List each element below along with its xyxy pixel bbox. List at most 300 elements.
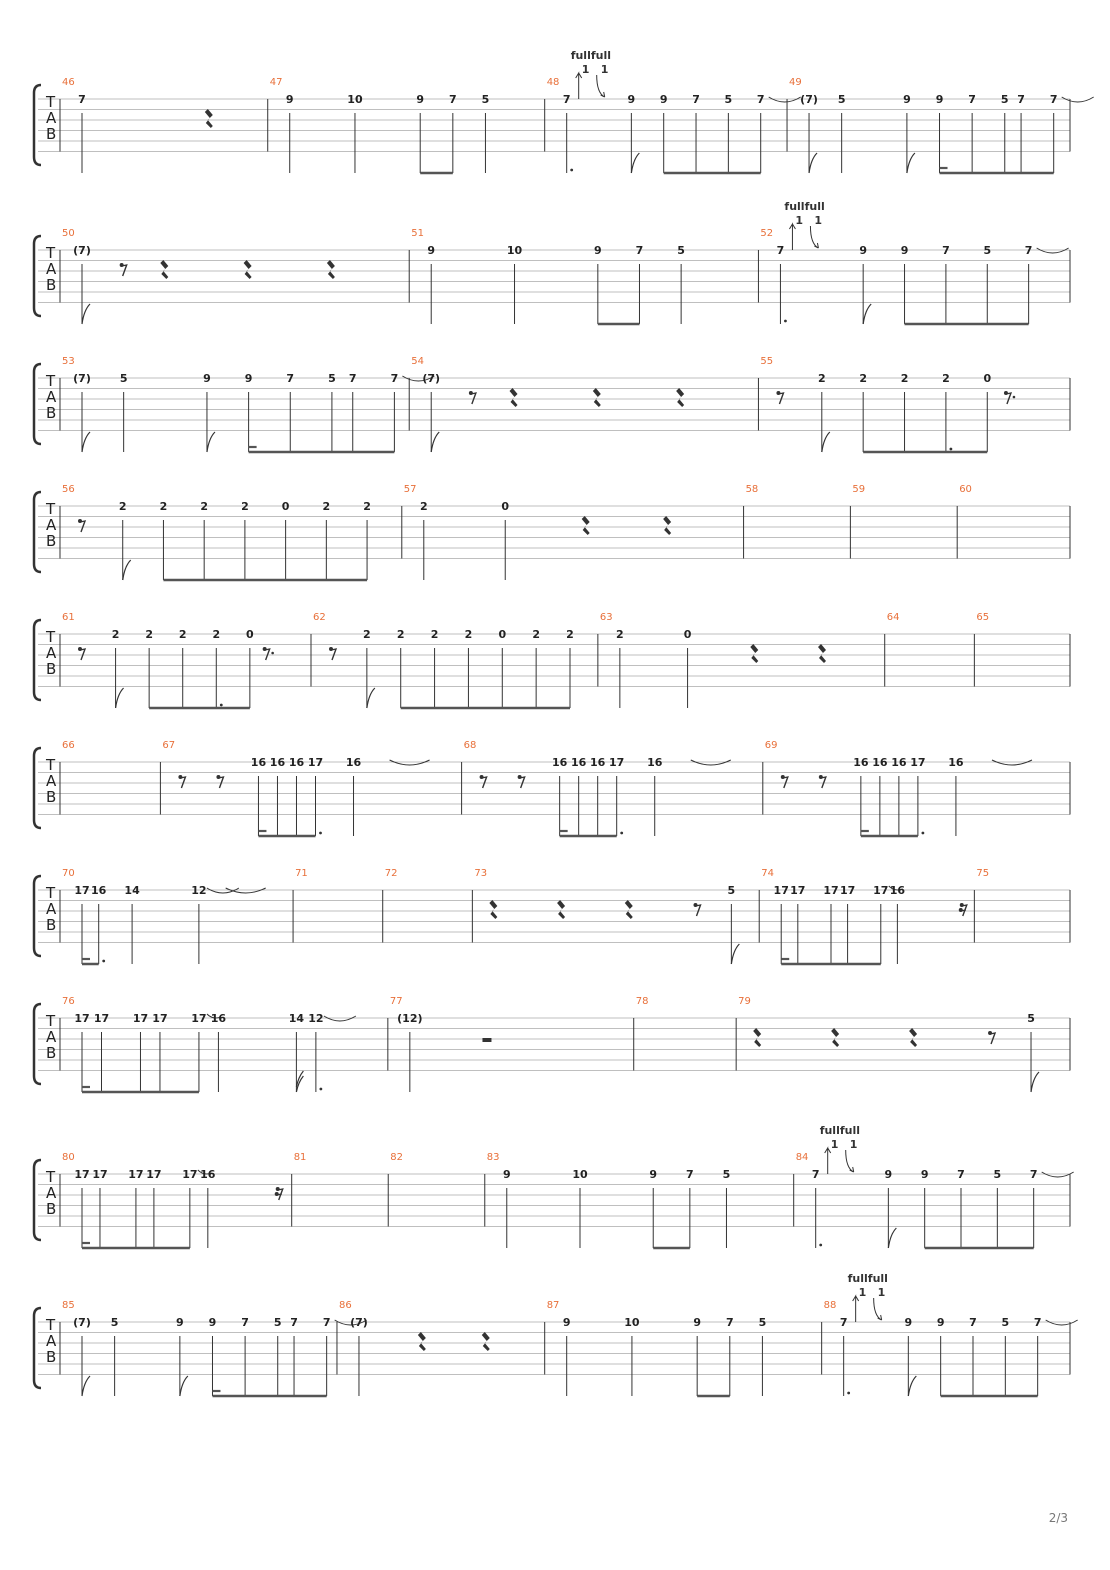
fret-number: 0 — [501, 500, 510, 513]
fret-number: 9 — [627, 93, 636, 106]
fret-number: 2 — [419, 500, 428, 513]
measure-number: 60 — [959, 484, 972, 495]
measure-number: 67 — [162, 740, 176, 751]
fret-number: 17 — [873, 884, 889, 897]
fret-number: 17 — [609, 756, 625, 769]
measure-number: 59 — [852, 484, 866, 495]
measure-number: 58 — [745, 484, 759, 495]
fret-number: 0 — [498, 628, 507, 641]
note-flag — [631, 153, 639, 173]
fret-number: 12 — [191, 884, 207, 897]
tab-clef-letter: B — [46, 660, 57, 678]
measure-number: 86 — [338, 1300, 352, 1311]
tab-system — [34, 200, 1070, 324]
measure-number: 68 — [463, 740, 477, 751]
rhythm-dot — [950, 448, 953, 451]
fret-number: 9 — [936, 1316, 945, 1329]
measure — [60, 484, 371, 580]
measure — [388, 1152, 403, 1227]
fret-number: 2 — [859, 372, 867, 385]
measure-number: 54 — [411, 356, 424, 367]
fret-number: 16 — [872, 756, 888, 769]
tab-clef-letter: A — [46, 1028, 57, 1046]
fret-number: 17 — [92, 1168, 108, 1181]
measure-number: 77 — [389, 996, 403, 1007]
measure-number: 71 — [295, 868, 308, 879]
fret-number: 7 — [1017, 93, 1025, 106]
rhythm-dot — [102, 960, 105, 963]
fret-number: 2 — [616, 628, 624, 641]
fret-number: 7 — [78, 93, 86, 106]
fret-number: 17 — [146, 1168, 162, 1181]
fret-number: 2 — [241, 500, 249, 513]
fret-number: 17 — [191, 1012, 207, 1025]
fret-number: 9 — [649, 1168, 658, 1181]
fret-number: 9 — [502, 1168, 511, 1181]
measure — [60, 77, 213, 173]
fret-number: 16 — [345, 756, 362, 769]
fret-number: 5 — [993, 1168, 1002, 1181]
measure — [60, 1300, 367, 1396]
bend-label: fullfull — [847, 1272, 888, 1285]
bend-amount: 1 — [600, 63, 609, 76]
fret-number: 14 — [124, 884, 140, 897]
tab-clef-letter: B — [46, 1348, 57, 1366]
fret-number: 9 — [920, 1168, 929, 1181]
fret-number: 16 — [891, 756, 907, 769]
note-flag — [82, 304, 90, 324]
tab-clef-letter: A — [46, 388, 57, 406]
rest — [625, 900, 633, 919]
fret-number: 16 — [948, 756, 964, 769]
tab-system — [34, 612, 1070, 708]
fret-number: 2 — [200, 500, 208, 513]
system-bracket — [34, 236, 41, 316]
rest — [909, 1028, 917, 1047]
fret-number: 5 — [837, 93, 846, 106]
tab-system — [34, 740, 1070, 836]
measure — [60, 996, 356, 1092]
fret-number: 2 — [178, 628, 187, 641]
measure-number: 70 — [62, 868, 75, 879]
measure-number: 73 — [474, 868, 488, 879]
fret-number: 16 — [590, 756, 606, 769]
fret-number: 7 — [390, 372, 399, 385]
measure-number: 78 — [635, 996, 649, 1007]
tie-arc — [992, 760, 1032, 765]
tab-clef-letter: T — [46, 244, 56, 262]
fret-number: 2 — [942, 372, 950, 385]
fret-number: 17 — [93, 1012, 110, 1025]
rest — [160, 260, 168, 279]
tie-arc — [226, 888, 266, 893]
measure — [472, 868, 739, 964]
tab-clef-letter: T — [46, 500, 56, 518]
fret-number: 7 — [686, 1168, 694, 1181]
fret-number: 17 — [182, 1168, 198, 1181]
fret-number: 2 — [396, 628, 405, 641]
measure — [60, 228, 335, 324]
fret-number: 2 — [322, 500, 331, 513]
rest — [694, 903, 701, 916]
fret-number: 2 — [118, 500, 127, 513]
bend-label: fullfull — [784, 200, 825, 213]
fret-number: 2 — [430, 628, 439, 641]
fret-number: 17 — [132, 1012, 149, 1025]
fret-number: (7) — [73, 244, 91, 257]
rest — [244, 260, 252, 279]
tab-clef-letter: B — [46, 916, 57, 934]
fret-number: 9 — [904, 1316, 913, 1329]
measure — [388, 996, 492, 1092]
rhythm-dot — [319, 832, 322, 835]
fret-number: 9 — [935, 93, 944, 106]
rest — [750, 644, 758, 663]
measure-number: 55 — [760, 356, 774, 367]
bend-amount: 1 — [830, 1138, 839, 1151]
release-arrow — [846, 1150, 854, 1172]
bend-amount: 1 — [858, 1286, 867, 1299]
rest — [582, 516, 590, 535]
measure-number: 63 — [599, 612, 613, 623]
fret-number: 0 — [281, 500, 290, 513]
fret-number: 17 — [839, 884, 856, 897]
fret-number: 9 — [427, 244, 436, 257]
tab-clef-letter: T — [46, 1012, 56, 1030]
bend-arrow — [853, 1296, 859, 1322]
measure-number: 62 — [313, 612, 326, 623]
bend-amount: 1 — [849, 1138, 858, 1151]
measure-number: 88 — [823, 1300, 837, 1311]
rhythm-dot — [319, 1088, 322, 1091]
fret-number: 7 — [290, 1316, 298, 1329]
fret-number: 0 — [246, 628, 254, 641]
fret-number: 9 — [659, 93, 668, 106]
tab-clef-letter: A — [46, 644, 57, 662]
bend-marking — [820, 1124, 860, 1174]
tab-system — [34, 1124, 1074, 1248]
note-flag — [1031, 1072, 1039, 1092]
fret-number: 2 — [900, 372, 909, 385]
measure — [545, 49, 801, 173]
fret-number: 7 — [725, 1316, 734, 1329]
rhythm-dot — [819, 1244, 822, 1247]
measure-number: 64 — [886, 612, 900, 623]
measure — [759, 868, 967, 964]
system-bracket — [34, 620, 41, 700]
fret-number: 5 — [677, 244, 685, 257]
measure-number: 76 — [62, 996, 75, 1007]
fret-number: 2 — [566, 628, 574, 641]
fret-number: 9 — [208, 1316, 217, 1329]
note-flag — [180, 1376, 188, 1396]
measure — [60, 612, 274, 708]
fret-number: 10 — [347, 93, 363, 106]
fret-number: 9 — [884, 1168, 893, 1181]
rest — [78, 647, 85, 660]
fret-number: 9 — [203, 372, 211, 385]
note-flag — [296, 1071, 303, 1087]
fret-number: 5 — [727, 884, 736, 897]
measure-number: 49 — [789, 77, 802, 88]
measure — [485, 1152, 731, 1248]
tie-arc — [1046, 1320, 1078, 1325]
fret-number: 9 — [593, 244, 602, 257]
measure — [60, 868, 266, 964]
system-bracket — [34, 748, 41, 828]
rest — [593, 388, 601, 407]
fret-number: (7) — [422, 372, 441, 385]
measure — [292, 1152, 307, 1227]
note-flag — [908, 1376, 916, 1396]
fret-number: 17 — [790, 884, 806, 897]
fret-number: 16 — [551, 756, 568, 769]
rest — [676, 388, 684, 407]
fret-number: 17 — [307, 756, 324, 769]
fret-number: 0 — [983, 372, 992, 385]
rhythm-dot — [570, 169, 573, 172]
tab-clef-letter: B — [46, 1200, 57, 1218]
fret-number: 16 — [210, 1012, 227, 1025]
measure-number: 72 — [384, 868, 398, 879]
tab-clef-letter: B — [46, 788, 57, 806]
fret-number: 9 — [176, 1316, 184, 1329]
fret-number: 7 — [811, 1168, 820, 1181]
tab-clef-letter: T — [46, 93, 56, 111]
measure — [758, 356, 1015, 452]
rest — [781, 775, 788, 788]
fret-number: 16 — [889, 884, 906, 897]
fret-number: 5 — [758, 1316, 767, 1329]
measure — [268, 77, 490, 173]
fret-number: 2 — [159, 500, 168, 513]
fret-number: 7 — [1029, 1168, 1038, 1181]
tab-clef-letter: T — [46, 884, 56, 902]
note-flag — [731, 944, 739, 964]
page-number: 2/3 — [1048, 1511, 1068, 1525]
bend-marking — [571, 49, 611, 99]
measure-number: 46 — [62, 77, 75, 88]
measure — [402, 484, 671, 580]
fret-number: 16 — [269, 756, 286, 769]
measure-number: 47 — [269, 77, 283, 88]
fret-number: 5 — [119, 372, 128, 385]
measure — [974, 868, 989, 943]
note-flag — [116, 688, 124, 708]
fret-number: 2 — [145, 628, 153, 641]
fret-number: 7 — [692, 93, 700, 106]
tab-system — [34, 356, 1070, 452]
tab-clef-letter: T — [46, 1316, 56, 1334]
fret-number: 7 — [839, 1316, 848, 1329]
note-flag — [431, 432, 439, 452]
rest — [753, 1028, 761, 1047]
fret-number: 2 — [363, 500, 371, 513]
fret-number: 7 — [756, 93, 765, 106]
rest — [263, 647, 274, 660]
rest — [489, 900, 497, 919]
rest — [959, 903, 967, 916]
fret-number: 7 — [968, 93, 976, 106]
measure-number: 51 — [411, 228, 424, 239]
fret-number: (7) — [73, 372, 91, 385]
fret-number: 0 — [683, 628, 692, 641]
tab-system — [34, 996, 1070, 1092]
fret-number: 5 — [1001, 1316, 1010, 1329]
fret-number: 17 — [152, 1012, 168, 1025]
tab-clef-letter: B — [46, 1044, 57, 1062]
note-flag — [888, 1228, 896, 1248]
measure-number: 50 — [62, 228, 75, 239]
measure — [383, 868, 398, 943]
measure — [60, 740, 75, 815]
measure — [337, 1300, 490, 1396]
tab-system — [34, 49, 1094, 173]
measure-number: 75 — [976, 868, 990, 879]
measure-number: 74 — [761, 868, 774, 879]
fret-number: 5 — [1000, 93, 1009, 106]
bend-amount: 1 — [795, 214, 804, 227]
fret-number: 2 — [363, 628, 371, 641]
tab-clef-letter: B — [46, 276, 57, 294]
tab-clef-letter: T — [46, 628, 56, 646]
measure — [885, 612, 900, 687]
fret-number: 5 — [481, 93, 490, 106]
fret-number: 17 — [74, 1168, 90, 1181]
fret-number: 2 — [464, 628, 473, 641]
fret-number: 7 — [1033, 1316, 1042, 1329]
measure-number: 48 — [546, 77, 560, 88]
rest — [1004, 391, 1015, 404]
note-flag — [822, 432, 830, 452]
fret-number: 16 — [288, 756, 305, 769]
fret-number: 7 — [635, 244, 644, 257]
fret-number: (12) — [397, 1012, 423, 1025]
rest — [776, 391, 783, 404]
fret-number: 16 — [571, 756, 587, 769]
measure — [758, 200, 1068, 324]
fret-number: 2 — [817, 372, 826, 385]
tab-clef-letter: A — [46, 109, 57, 127]
system-bracket — [34, 492, 41, 572]
measure — [736, 996, 1039, 1092]
rest — [178, 775, 185, 788]
measure — [794, 1124, 1074, 1248]
fret-number: 7 — [969, 1316, 977, 1329]
measure-number: 61 — [62, 612, 75, 623]
note-flag — [907, 153, 915, 173]
note-flag — [123, 560, 131, 580]
measure — [763, 740, 1032, 836]
fret-number: 9 — [903, 93, 911, 106]
tie-arc — [390, 760, 430, 765]
system-bracket — [34, 364, 41, 444]
measure — [974, 612, 989, 687]
tab-clef-letter: B — [46, 404, 57, 422]
fret-number: 7 — [322, 1316, 331, 1329]
tab-clef-letter: A — [46, 1332, 57, 1350]
system-bracket — [34, 1160, 41, 1240]
rest — [510, 388, 518, 407]
fret-number: 7 — [776, 244, 785, 257]
fret-number: 16 — [91, 884, 107, 897]
tie-arc — [769, 97, 801, 102]
fret-number: (7) — [73, 1316, 91, 1329]
rhythm-dot — [220, 704, 223, 707]
fret-number: 2 — [111, 628, 120, 641]
fret-number: 5 — [722, 1168, 731, 1181]
rest — [205, 109, 213, 128]
fret-number: (7) — [350, 1316, 368, 1329]
measure — [160, 740, 429, 836]
bend-marking — [848, 1272, 888, 1322]
measure-number: 65 — [976, 612, 990, 623]
tab-system — [34, 868, 1070, 964]
fret-number: 9 — [416, 93, 425, 106]
measure — [409, 228, 685, 324]
measure — [462, 740, 731, 836]
system-bracket — [34, 1004, 41, 1084]
tab-system — [34, 1272, 1078, 1396]
measure-number: 87 — [546, 1300, 560, 1311]
tab-clef-letter: B — [46, 532, 57, 550]
measure — [822, 1272, 1078, 1396]
rest — [988, 1031, 995, 1044]
tab-clef-letter: B — [46, 125, 57, 143]
tab-clef-letter: T — [46, 756, 56, 774]
rest — [663, 516, 671, 535]
fret-number: 17 — [74, 1012, 90, 1025]
tab-clef-letter: A — [46, 260, 57, 278]
tie-arc — [1062, 97, 1094, 102]
rest — [78, 519, 85, 532]
fret-number: 5 — [1027, 1012, 1035, 1025]
tie-arc — [1042, 1172, 1074, 1177]
tab-clef-letter: T — [46, 1168, 56, 1186]
measure-number: 52 — [760, 228, 774, 239]
rest — [480, 775, 487, 788]
fret-number: 10 — [506, 244, 523, 257]
rhythm-dot — [620, 832, 623, 835]
note-flag — [809, 153, 817, 173]
measure — [311, 612, 574, 708]
measure — [293, 868, 308, 943]
fret-number: 17 — [910, 756, 926, 769]
rest — [327, 260, 335, 279]
fret-number: 2 — [532, 628, 540, 641]
note-flag — [82, 1376, 90, 1396]
measure — [634, 996, 649, 1071]
rest — [275, 1187, 283, 1200]
rest — [469, 391, 476, 404]
tie-arc — [1037, 248, 1069, 253]
bend-label: fullfull — [570, 49, 612, 62]
measure-number: 83 — [486, 1152, 500, 1163]
measure — [787, 77, 1094, 173]
rest — [819, 775, 826, 788]
release-arrow — [597, 75, 605, 97]
measure-number: 85 — [62, 1300, 75, 1311]
rest — [557, 900, 565, 919]
fret-number: 7 — [1049, 93, 1058, 106]
system-bracket — [34, 85, 41, 165]
measure — [545, 1300, 767, 1396]
measure-number: 57 — [403, 484, 417, 495]
fret-number: 14 — [288, 1012, 305, 1025]
fret-number: 16 — [250, 756, 267, 769]
fret-number: 5 — [724, 93, 733, 106]
fret-number: 7 — [448, 93, 457, 106]
